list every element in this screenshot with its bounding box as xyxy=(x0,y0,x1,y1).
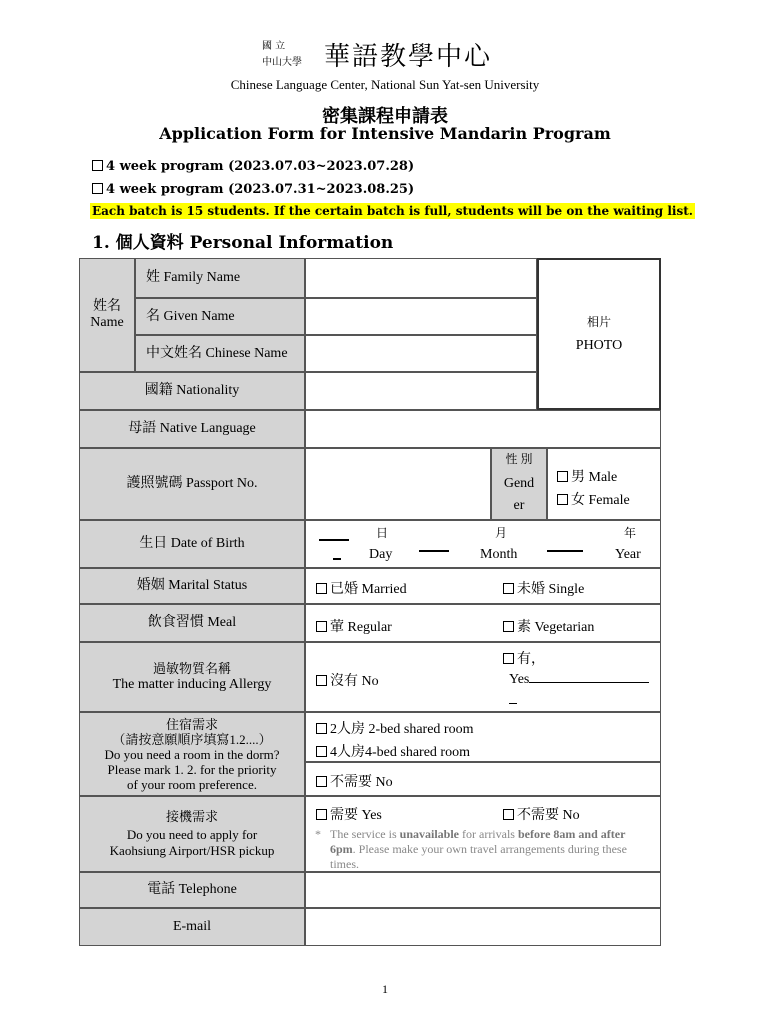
passport-label: 護照號碼 Passport No. xyxy=(79,448,305,520)
allergy-no-option[interactable]: 沒有 No xyxy=(316,670,379,690)
allergy-label-en: The matter inducing Allergy xyxy=(112,677,272,692)
pickup-label-zh: 接機需求 xyxy=(165,809,218,824)
checkbox-icon[interactable] xyxy=(557,471,568,482)
native-language-label: 母語 Native Language xyxy=(79,410,305,448)
nationality-field[interactable] xyxy=(305,372,537,410)
allergy-underline xyxy=(509,703,517,704)
waiting-list-notice: Each batch is 15 students. If the certain batch is full, students will be on the waiting list. xyxy=(92,204,693,218)
pickup-label-en-1: Do you need to apply for xyxy=(126,827,258,842)
checkbox-icon[interactable] xyxy=(316,809,327,820)
pickup-yes-option[interactable]: 需要 Yes xyxy=(316,804,382,824)
checkbox-icon[interactable] xyxy=(503,621,514,632)
dob-label: 生日 Date of Birth xyxy=(79,520,305,568)
chinese-name-field[interactable] xyxy=(305,335,537,372)
chinese-name-label: 中文姓名 Chinese Name xyxy=(135,335,305,372)
photo-label-zh: 相片 xyxy=(586,315,611,329)
photo-box[interactable] xyxy=(537,258,661,410)
allergy-label xyxy=(79,642,305,712)
subtitle: Chinese Language Center, National Sun Yat-sen University xyxy=(230,77,540,92)
allergy-detail-field[interactable] xyxy=(529,670,649,683)
logo-small-2: 中山大學 xyxy=(262,57,302,68)
given-name-field[interactable] xyxy=(305,298,537,335)
form-title-en: Application Form for Intensive Mandarin Program xyxy=(159,124,611,143)
dob-month-line xyxy=(419,550,449,552)
gender-label-zh: 性 別 xyxy=(505,452,533,466)
dorm-label-zh: 住宿需求 xyxy=(165,716,218,732)
dorm-no-option[interactable]: 不需要 No xyxy=(316,771,393,791)
checkbox-icon[interactable] xyxy=(316,746,327,757)
checkbox-icon[interactable] xyxy=(316,583,327,594)
page-number: 1 xyxy=(382,982,388,996)
dorm-label xyxy=(79,712,305,796)
name-group-label: 姓名 Name xyxy=(79,258,135,372)
form-title-zh: 密集課程申請表 xyxy=(322,106,448,127)
passport-field[interactable] xyxy=(305,448,491,520)
gender-female-option[interactable]: 女 Female xyxy=(557,489,630,509)
allergy-yes-label: Yes xyxy=(509,670,649,688)
family-name-label: 姓 Family Name xyxy=(135,258,305,298)
gender-label xyxy=(491,448,547,520)
meal-label: 飲食習慣 Meal xyxy=(79,604,305,642)
photo-label-en: PHOTO xyxy=(575,338,623,353)
personal-info-table xyxy=(79,258,661,946)
family-name-field[interactable] xyxy=(305,258,537,298)
dorm-2bed-option[interactable]: 2人房 2-bed shared room xyxy=(316,718,473,738)
telephone-field[interactable] xyxy=(305,872,661,908)
checkbox-icon[interactable] xyxy=(316,776,327,787)
logo-small-1: 國 立 xyxy=(262,41,286,52)
checkbox-icon[interactable] xyxy=(557,494,568,505)
program-option-2[interactable]: 4 week program (2023.07.31~2023.08.25) xyxy=(92,182,414,197)
checkbox-icon[interactable] xyxy=(316,621,327,632)
checkbox-icon[interactable] xyxy=(503,583,514,594)
telephone-label: 電話 Telephone xyxy=(79,872,305,908)
dob-month-en: Month xyxy=(480,547,518,562)
dob-year-zh: 年 xyxy=(624,526,637,540)
dob-year-line xyxy=(547,550,583,552)
single-option[interactable]: 未婚 Single xyxy=(503,578,584,598)
dob-day-line-2 xyxy=(333,558,341,560)
dob-month-zh: 月 xyxy=(495,526,508,540)
asterisk: * xyxy=(315,827,321,841)
center-name: 華語教學中心 xyxy=(324,42,493,72)
checkbox-icon[interactable] xyxy=(316,723,327,734)
program-option-1[interactable]: 4 week program (2023.07.03~2023.07.28) xyxy=(92,159,414,174)
section-title: 1. 個人資料 Personal Information xyxy=(92,233,394,253)
dob-year-en: Year xyxy=(615,547,641,562)
dorm-label-note: （請按意願順序填寫1.2....） xyxy=(112,731,272,747)
pickup-note: * The service is unavailable for arrivals before 8am and after 6pm. Please make your own travel arrangements during these times. xyxy=(315,827,627,871)
allergy-yes-option[interactable]: 有， xyxy=(503,648,545,668)
checkbox-icon[interactable] xyxy=(503,653,514,664)
email-field[interactable] xyxy=(305,908,661,946)
checkbox-icon[interactable] xyxy=(92,160,103,171)
dob-day-line xyxy=(319,539,349,541)
email-label: E-mail xyxy=(79,908,305,946)
dorm-label-en-3: of your room preference. xyxy=(127,776,257,792)
dob-day-en: Day xyxy=(369,547,393,562)
given-name-label: 名 Given Name xyxy=(135,298,305,335)
pickup-no-option[interactable]: 不需要 No xyxy=(503,804,580,824)
checkbox-icon[interactable] xyxy=(503,809,514,820)
dorm-label-en-1: Do you need a room in the dorm? xyxy=(104,746,280,762)
native-language-field[interactable] xyxy=(305,410,661,448)
allergy-label-zh: 過敏物質名稱 xyxy=(152,661,231,676)
pickup-label xyxy=(79,796,305,872)
regular-option[interactable]: 葷 Regular xyxy=(316,616,392,636)
nationality-label: 國籍 Nationality xyxy=(79,372,305,410)
marital-label: 婚姻 Marital Status xyxy=(79,568,305,604)
dorm-4bed-option[interactable]: 4人房4-bed shared room xyxy=(316,741,470,761)
dob-day-zh: 日 xyxy=(376,526,389,540)
gender-male-option[interactable]: 男 Male xyxy=(557,466,617,486)
checkbox-icon[interactable] xyxy=(316,675,327,686)
married-option[interactable]: 已婚 Married xyxy=(316,578,407,598)
dorm-label-en-2: Please mark 1. 2. for the priority xyxy=(107,761,277,777)
checkbox-icon[interactable] xyxy=(92,183,103,194)
gender-label-en: Gend er xyxy=(503,476,535,513)
pickup-label-en-2: Kaohsiung Airport/HSR pickup xyxy=(109,843,275,858)
vegetarian-option[interactable]: 素 Vegetarian xyxy=(503,616,594,636)
